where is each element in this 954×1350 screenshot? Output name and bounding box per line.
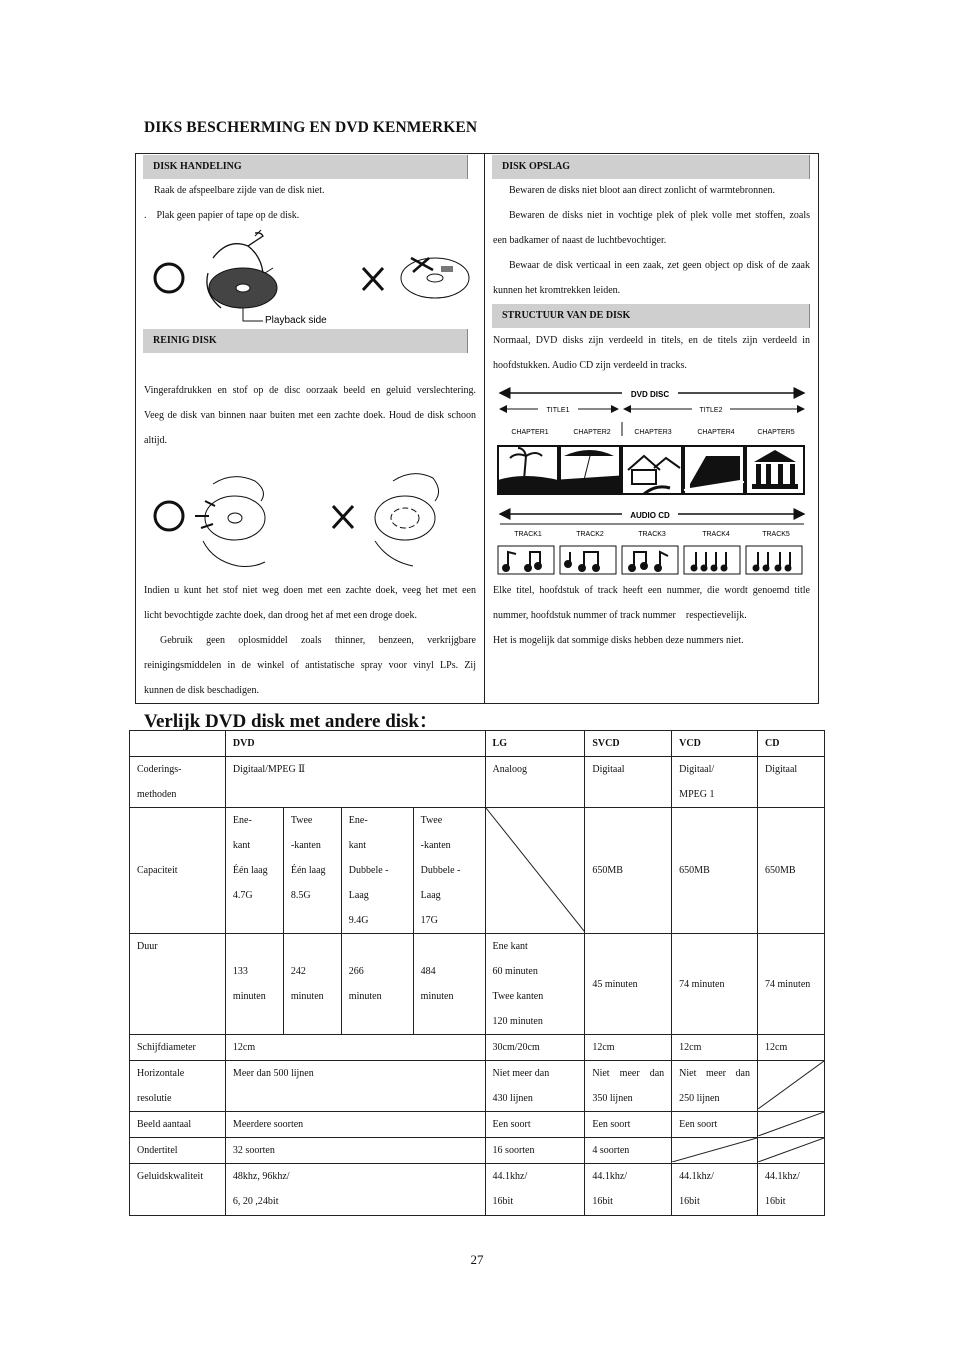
cell: Niet meer dan 430 lijnen	[485, 1061, 585, 1112]
section-heading: DIKS BESCHERMING EN DVD KENMERKEN	[144, 119, 478, 136]
cell: Niet meer dan 350 lijnen	[585, 1061, 672, 1112]
chapter2-label: CHAPTER2	[573, 429, 611, 436]
storage-text-1: Bewaren de disks niet bloot aan direct zonlicht of warmtebronnen.	[509, 185, 776, 196]
storage-text-5: kunnen het kromtrekken leiden.	[493, 285, 621, 296]
cell: Ene kant 60 minuten Twee kanten 120 minuten	[485, 934, 585, 1035]
cell: 4 soorten	[585, 1138, 672, 1164]
clean-extra-text-4: reinigingsmiddelen in de winkel of antistatische spray voor vinyl LPs. Zij	[144, 660, 476, 671]
disk-structure-bar: STRUCTUUR VAN DE DISK	[492, 304, 810, 328]
wipe-circular-icon	[375, 474, 439, 566]
cell: 44.1khz/ 16bit	[585, 1164, 672, 1216]
table-row	[130, 757, 825, 808]
row-label-duration: Duur	[130, 934, 226, 1035]
table-row	[130, 934, 825, 1035]
cell: 16 soorten	[485, 1138, 585, 1164]
cell: Meerdere soorten	[225, 1112, 485, 1138]
cell: Digitaal	[585, 757, 672, 808]
cell: 44.1khz/ 16bit	[485, 1164, 585, 1216]
structure-text-2: hoofdstukken. Audio CD zijn verdeeld in tracks.	[493, 360, 687, 371]
title2-label: TITLE2	[699, 407, 723, 414]
page-number: 27	[470, 1252, 484, 1267]
track3-label: TRACK3	[638, 531, 666, 538]
column-divider	[484, 153, 485, 704]
cell: Digitaal/ MPEG 1	[672, 757, 758, 808]
not-ok-cross-icon	[333, 506, 353, 528]
music-note-icons	[498, 546, 802, 574]
clean-extra-text-2: licht bevochtigde zachte doek, dan droog het af met een droge doek.	[144, 610, 417, 621]
audio-cd-label: AUDIO CD	[630, 511, 670, 520]
cell: 484 minuten	[413, 934, 485, 1035]
track5-label: TRACK5	[762, 531, 790, 538]
header-cd: CD	[758, 731, 825, 757]
cell: 44.1khz/ 16bit	[758, 1164, 825, 1216]
track1-label: TRACK1	[514, 531, 542, 538]
storage-text-4: Bewaar de disk verticaal in een zaak, zet geen object op disk of de zaak	[509, 260, 810, 271]
clean-disk-bar: REINIG DISK	[143, 329, 468, 353]
clean-extra-text-5: kunnen de disk beschadigen.	[144, 685, 259, 696]
ok-circle-icon	[155, 502, 183, 530]
disk-structure-diagram	[494, 384, 810, 580]
cell: Een soort	[672, 1112, 758, 1138]
empty-diagonal-cell	[758, 1112, 825, 1138]
disk-storage-bar: DISK OPSLAG	[492, 155, 810, 179]
cell: Analoog	[485, 757, 585, 808]
clean-text-3: altijd.	[144, 435, 168, 446]
cell: Meer dan 500 lijnen	[225, 1061, 485, 1112]
wipe-radially-icon	[195, 477, 265, 567]
ok-circle-icon	[155, 264, 183, 292]
header-dvd: DVD	[225, 731, 485, 757]
disc-with-tape-icon	[401, 258, 469, 298]
track2-label: TRACK2	[576, 531, 604, 538]
chapter4-label: CHAPTER4	[697, 429, 735, 436]
row-label-diameter: Schijfdiameter	[130, 1035, 226, 1061]
hand-holding-disc-icon	[207, 230, 277, 321]
table-row	[130, 1112, 825, 1138]
table-row	[130, 1035, 825, 1061]
title1-label: TITLE1	[546, 407, 570, 414]
cell: Ene- kant Één laag 4.7G	[225, 808, 283, 934]
clean-text-1: Vingerafdrukken en stof op de disc oorzaak beeld en geluid verslechtering.	[144, 385, 476, 396]
numbering-text-1: Elke titel, hoofdstuk of track heeft een nummer, die wordt genoemd title	[493, 585, 810, 596]
cell: 32 soorten	[225, 1138, 485, 1164]
empty-diagonal-cell	[758, 1061, 825, 1112]
disk-cleaning-illustration	[143, 466, 483, 576]
cell: 44.1khz/ 16bit	[672, 1164, 758, 1216]
table-row	[130, 1138, 825, 1164]
cell: Een soort	[485, 1112, 585, 1138]
track4-label: TRACK4	[702, 531, 730, 538]
cell: 48khz, 96khz/ 6, 20 ,24bit	[225, 1164, 485, 1216]
cell: 74 minuten	[672, 934, 758, 1035]
cell: 12cm	[225, 1035, 485, 1061]
dvd-disc-label: DVD DISC	[630, 390, 670, 399]
cell: 650MB	[758, 808, 825, 934]
clean-extra-text-1: Indien u kunt het stof niet weg doen met een zachte doek, veeg het met een	[144, 585, 476, 596]
chapter1-label: CHAPTER1	[511, 429, 549, 436]
cell: 242 minuten	[283, 934, 341, 1035]
storage-text-2: Bewaren de disks niet in vochtige plek of plek volle met stoffen, zoals	[509, 210, 810, 221]
header-empty-cell	[130, 731, 226, 757]
cell: Digitaal/MPEG Ⅱ	[225, 757, 485, 808]
clean-text-2: Veeg de disk van binnen naar buiten met een zachte doek. Houd de disk schoon	[144, 410, 476, 421]
header-svcd: SVCD	[585, 731, 672, 757]
row-label-resolution: Horizontale resolutie	[130, 1061, 226, 1112]
cell: 12cm	[585, 1035, 672, 1061]
chapter3-label: CHAPTER3	[634, 429, 672, 436]
cell: 12cm	[758, 1035, 825, 1061]
empty-diagonal-cell	[672, 1138, 758, 1164]
cell: Een soort	[585, 1112, 672, 1138]
not-ok-cross-icon	[363, 268, 383, 290]
table-row	[130, 808, 825, 934]
cell: 74 minuten	[758, 934, 825, 1035]
cell: 266 minuten	[341, 934, 413, 1035]
cell: Twee -kanten Één laag 8.5G	[283, 808, 341, 934]
empty-diagonal-cell	[485, 808, 585, 934]
row-label-audio-quality: Geluidskwaliteit	[130, 1164, 226, 1216]
storage-text-3: een badkamer of naast de luchtbevochtiger.	[493, 235, 667, 246]
comparison-heading: Verlijk DVD disk met andere disk：	[144, 711, 438, 732]
header-vcd: VCD	[672, 731, 758, 757]
table-row	[130, 1061, 825, 1112]
chapter5-label: CHAPTER5	[757, 429, 795, 436]
cell: 12cm	[672, 1035, 758, 1061]
cell: Twee -kanten Dubbele - Laag 17G	[413, 808, 485, 934]
empty-diagonal-cell	[758, 1138, 825, 1164]
cell: 650MB	[672, 808, 758, 934]
cell: 650MB	[585, 808, 672, 934]
cell: 45 minuten	[585, 934, 672, 1035]
row-label-capacity: Capaciteit	[130, 808, 226, 934]
row-label-subtitle: Ondertitel	[130, 1138, 226, 1164]
cell: Digitaal	[758, 757, 825, 808]
cell: Ene- kant Dubbele - Laag 9.4G	[341, 808, 413, 934]
header-lg: LG	[485, 731, 585, 757]
disk-handling-bar: DISK HANDELING	[143, 155, 468, 179]
disc-comparison-table	[129, 730, 825, 1216]
handling-text-1: Raak de afspeelbare zijde van de disk niet.	[154, 185, 325, 196]
cell: 133 minuten	[225, 934, 283, 1035]
numbering-text-3: Het is mogelijk dat sommige disks hebben deze nummers niet.	[493, 635, 744, 646]
chapter-pictures	[498, 446, 804, 494]
cell: Niet meer dan 250 lijnen	[672, 1061, 758, 1112]
table-header-row	[130, 731, 825, 757]
table-row	[130, 1164, 825, 1216]
clean-extra-text-3: Gebruik geen oplosmiddel zoals thinner, benzeen, verkrijgbare	[160, 635, 476, 646]
handling-text-2: . Plak geen papier of tape op de disk.	[144, 210, 300, 221]
numbering-text-2: nummer, hoofdstuk nummer of track nummer respectievelijk.	[493, 610, 747, 621]
cell: 30cm/20cm	[485, 1035, 585, 1061]
structure-text-1: Normaal, DVD disks zijn verdeeld in titels, en de titels zijn verdeeld in	[493, 335, 810, 346]
disk-handling-illustration	[143, 228, 483, 328]
playback-side-label: Playback side	[265, 315, 327, 326]
row-label-picture-count: Beeld aantaal	[130, 1112, 226, 1138]
row-label-coding: Coderings- methoden	[130, 757, 226, 808]
